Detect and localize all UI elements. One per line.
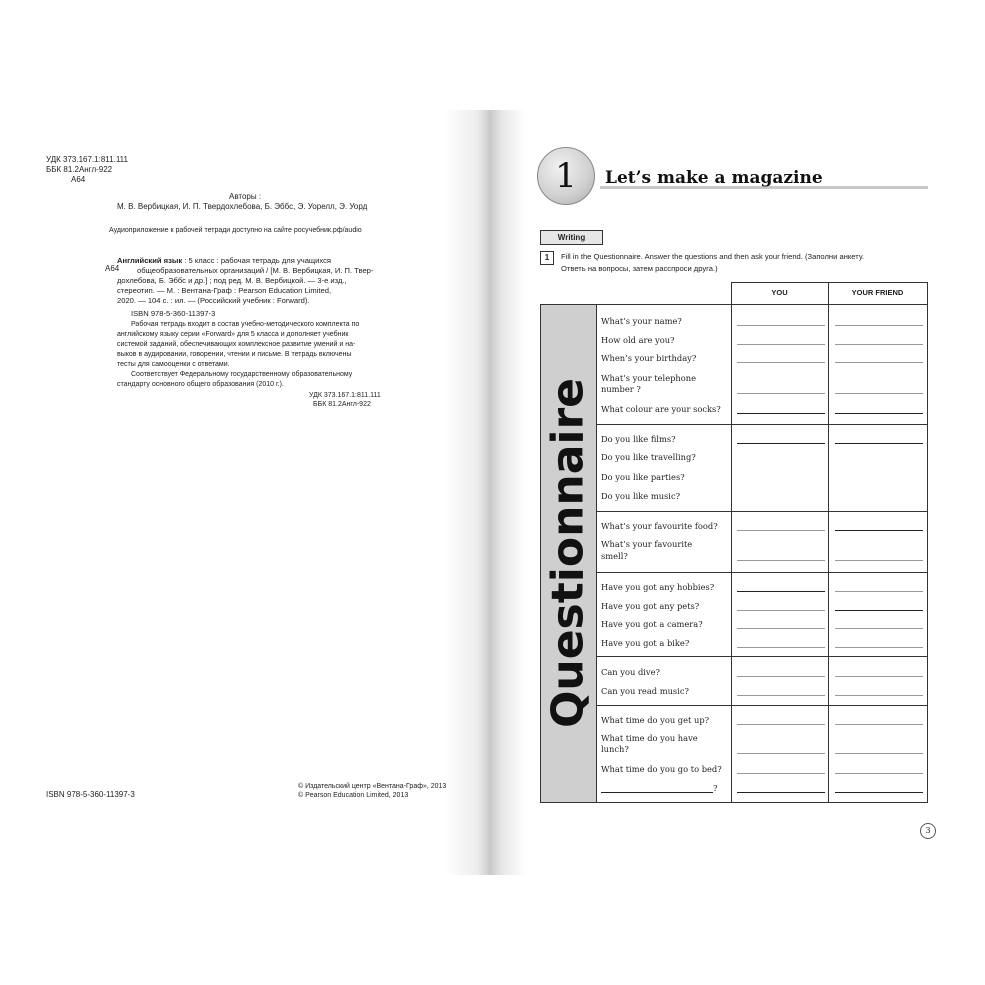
answer-line-friend[interactable]: [835, 413, 923, 414]
annotation-line: выков в аудировании, говорении, чтении и письме. В тетрадь включены: [117, 351, 352, 358]
question-text: What time do you get up?: [601, 715, 710, 725]
instruction-text: Ответь на вопросы, затем расспроси друга.): [561, 264, 718, 273]
answer-line-friend[interactable]: [835, 325, 923, 326]
section-tag-writing: Writing: [540, 230, 603, 245]
answer-line-friend[interactable]: [835, 676, 923, 677]
book-gutter-shadow: [445, 110, 525, 875]
copyright-pearson: © Pearson Education Limited, 2013: [298, 792, 409, 799]
copyright-publisher: © Издательский центр «Вентана-Граф», 2013: [298, 783, 447, 790]
answer-line-you[interactable]: [737, 610, 825, 611]
authors-label: Авторы :: [229, 192, 262, 201]
answer-line-you[interactable]: [737, 773, 825, 774]
question-text: Do you like parties?: [601, 472, 685, 482]
group-divider: [597, 424, 928, 425]
question-text: What’s your favourite: [601, 539, 693, 549]
answer-line-friend[interactable]: [835, 724, 923, 725]
question-text: Do you like music?: [601, 491, 681, 501]
answer-line-you[interactable]: [737, 530, 825, 531]
question-text: What’s your favourite food?: [601, 521, 718, 531]
question-text: How old are you?: [601, 335, 675, 345]
answer-line-you[interactable]: [737, 591, 825, 592]
isbn-bottom: ISBN 978-5-360-11397-3: [46, 790, 135, 799]
answer-line-friend[interactable]: [835, 344, 923, 345]
exercise-number: 1: [540, 251, 554, 265]
annotation-line: Соответствует Федеральному государственному образовательному: [131, 371, 353, 378]
answer-line-you[interactable]: [737, 676, 825, 677]
question-text: Have you got a bike?: [601, 638, 690, 648]
annotation-line: тесты для самооценки с ответами.: [117, 361, 230, 368]
answer-line-you[interactable]: [737, 413, 825, 414]
question-text: When’s your birthday?: [601, 353, 697, 363]
answer-line-friend[interactable]: [835, 647, 923, 648]
question-text: smell?: [601, 551, 628, 561]
question-text: What time do you have: [601, 733, 698, 743]
question-text: What’s your name?: [601, 316, 682, 326]
question-text: number ?: [601, 384, 641, 394]
answer-line-friend[interactable]: [835, 591, 923, 592]
group-divider: [597, 572, 928, 573]
entry-line: Английский язык : 5 класс : рабочая тетрадь для учащихся: [117, 256, 332, 265]
entry-line: дохлебова, Б. Эббс и др.] ; под ред. М. В. Вербицкой. — 3-е изд.,: [117, 276, 347, 285]
unit-number: 1: [555, 156, 577, 196]
answer-line-you[interactable]: [737, 560, 825, 561]
table-border: [540, 802, 928, 803]
udk-code: УДК 373.167.1:811.111: [46, 155, 128, 164]
answer-line-friend[interactable]: [835, 792, 923, 793]
table-border: [731, 282, 732, 803]
group-divider: [597, 511, 928, 512]
udk-bottom: УДК 373.167.1:811.111: [309, 392, 381, 399]
answer-line-you[interactable]: [737, 724, 825, 725]
answer-line-you[interactable]: [737, 695, 825, 696]
answer-line-you[interactable]: [737, 325, 825, 326]
question-text: Have you got any pets?: [601, 601, 700, 611]
answer-line-you[interactable]: [737, 443, 825, 444]
answer-line-friend[interactable]: [835, 695, 923, 696]
answer-line-friend[interactable]: [835, 773, 923, 774]
answer-line-you[interactable]: [737, 393, 825, 394]
answer-line-friend[interactable]: [835, 610, 923, 611]
answer-line-friend[interactable]: [835, 628, 923, 629]
answer-line-you[interactable]: [737, 792, 825, 793]
question-text: Do you like travelling?: [601, 452, 696, 462]
question-text: Can you read music?: [601, 686, 689, 696]
table-border: [927, 282, 928, 803]
question-text: What colour are your socks?: [601, 404, 721, 414]
bbk-code: ББК 81.2Англ-922: [46, 165, 113, 174]
group-divider: [597, 705, 928, 706]
answer-line-friend[interactable]: [835, 443, 923, 444]
answer-line-you[interactable]: [737, 628, 825, 629]
answer-line-you[interactable]: [737, 647, 825, 648]
answer-line-friend[interactable]: [835, 753, 923, 754]
answer-line-friend[interactable]: [835, 362, 923, 363]
answer-line-friend[interactable]: [835, 393, 923, 394]
custom-question-line[interactable]: [601, 792, 713, 793]
unit-title: Let’s make a magazine: [605, 168, 823, 188]
annotation-line: системой заданий, обеспечивающих комплексное развитие умений и на-: [117, 341, 356, 348]
question-text: What time do you go to bed?: [601, 764, 722, 774]
answer-line-you[interactable]: [737, 362, 825, 363]
answer-line-friend[interactable]: [835, 530, 923, 531]
entry-line: стереотип. — М. : Вентана-Граф : Pearson Education Limited,: [117, 286, 332, 295]
column-header-you: YOU: [771, 288, 788, 297]
annotation-line: английскому языку серии «Forward» для 5 класса и дополняет учебник: [117, 331, 349, 338]
custom-question-mark: ?: [713, 783, 718, 793]
page-number: 3: [920, 823, 936, 839]
question-text: What’s your telephone: [601, 373, 697, 383]
table-border: [828, 282, 829, 803]
answer-line-friend[interactable]: [835, 560, 923, 561]
annotation-line: Рабочая тетрадь входит в состав учебно-методического комплекта по: [131, 321, 360, 328]
table-border: [540, 304, 928, 305]
answer-line-you[interactable]: [737, 753, 825, 754]
instruction-text: Fill in the Questionnaire. Answer the questions and then ask your friend. (Заполни анкету.: [561, 252, 864, 261]
author-sign: А64: [71, 175, 86, 184]
question-text: Have you got any hobbies?: [601, 582, 715, 592]
bbk-bottom: ББК 81.2Англ-922: [313, 401, 371, 408]
group-divider: [597, 656, 928, 657]
entry-line: 2020. — 104 с. : ил. — (Российский учебник : Forward).: [117, 296, 310, 305]
question-text: lunch?: [601, 744, 629, 754]
question-text: Can you dive?: [601, 667, 660, 677]
questionnaire-vertical-label: Questionnaire: [542, 377, 594, 729]
unit-number-badge: [537, 147, 595, 205]
entry-code: А64: [105, 264, 120, 273]
question-text: Have you got a camera?: [601, 619, 703, 629]
answer-line-you[interactable]: [737, 344, 825, 345]
authors-list: М. В. Вербицкая, И. П. Твердохлебова, Б. Эббс, Э. Уорелл, Э. Уорд: [117, 202, 368, 211]
question-text: Do you like films?: [601, 434, 676, 444]
entry-line: общеобразовательных организаций / [М. В. Вербицкая, И. П. Твер-: [137, 266, 374, 275]
column-header-friend: YOUR FRIEND: [851, 288, 904, 297]
annotation-line: стандарту основного общего образования (2010 г.).: [117, 381, 284, 388]
audio-note: Аудиоприложение к рабочей тетради доступно на сайте росучебник.рф/audio: [109, 227, 362, 234]
isbn-line: ISBN 978-5-360-11397-3: [131, 309, 216, 318]
